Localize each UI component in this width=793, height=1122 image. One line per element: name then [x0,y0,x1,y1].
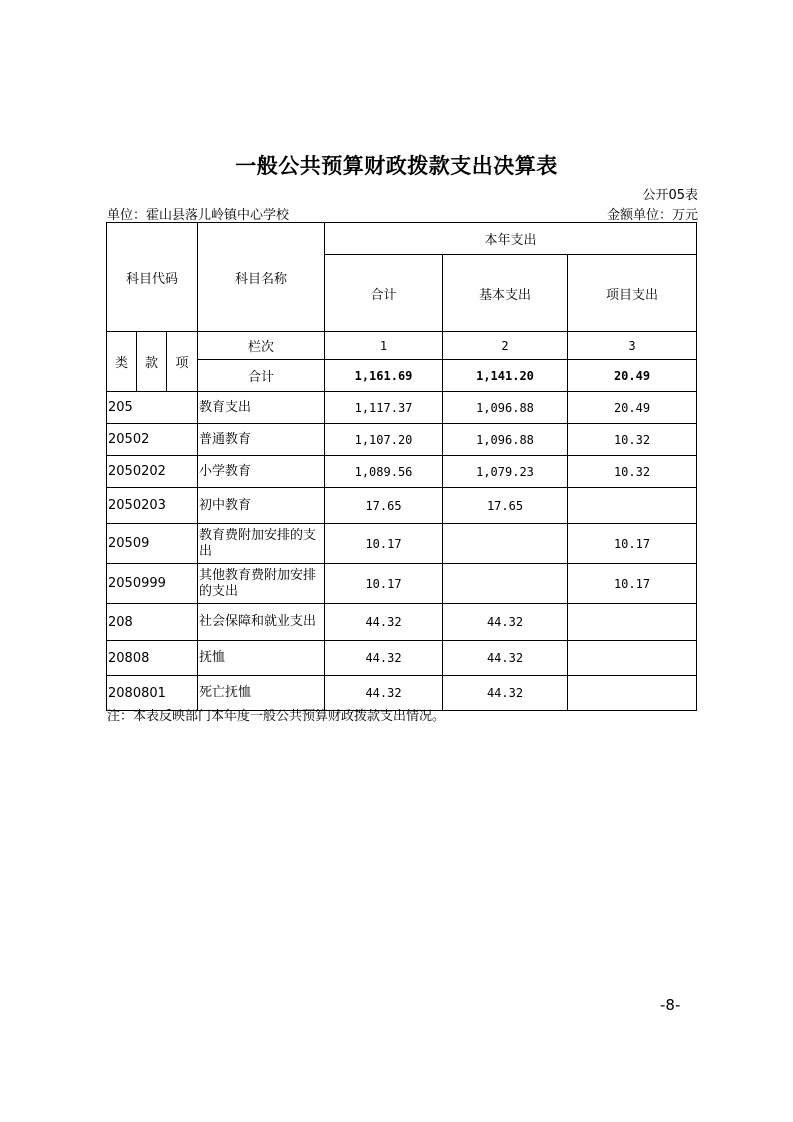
row-basic: 17.65 [443,488,568,524]
row-code: 205 [107,392,198,424]
table-note: 注：本表反映部门本年度一般公共预算财政拨款支出情况。 [107,709,446,724]
sum-label: 合计 [198,360,325,392]
row-basic: 44.32 [443,604,568,641]
header-lanci: 栏次 [198,332,325,360]
header-kuan: 款 [137,332,167,392]
row-code: 2080801 [107,676,198,711]
row-basic [443,564,568,604]
row-name: 小学教育 [198,456,325,488]
table-row [107,392,697,424]
row-name: 社会保障和就业支出 [198,604,325,641]
header-basic: 基本支出 [443,255,568,332]
table-row [107,456,697,488]
form-number: 公开05表 [642,188,698,203]
row-total: 44.32 [325,641,443,676]
row-name: 普通教育 [198,424,325,456]
row-basic: 1,096.88 [443,392,568,424]
table-row [107,424,697,456]
sum-basic: 1,141.20 [443,360,568,392]
row-code: 2050999 [107,564,198,604]
row-name: 初中教育 [198,488,325,524]
row-project: 10.17 [568,564,697,604]
row-basic [443,524,568,564]
row-code: 2050202 [107,456,198,488]
header-name: 科目名称 [198,223,325,332]
page-title: 一般公共预算财政拨款支出决算表 [235,154,558,178]
table-row [107,488,697,524]
row-code: 20502 [107,424,198,456]
header-project: 项目支出 [568,255,697,332]
row-project [568,488,697,524]
row-code: 2050203 [107,488,198,524]
row-name: 死亡抚恤 [198,676,325,711]
expenditure-table [106,222,697,711]
row-basic: 1,079.23 [443,456,568,488]
row-total: 10.17 [325,524,443,564]
sum-total: 1,161.69 [325,360,443,392]
row-name: 抚恤 [198,641,325,676]
row-project: 10.32 [568,456,697,488]
header-current-year: 本年支出 [325,223,697,255]
table-row [107,524,697,564]
row-name: 教育支出 [198,392,325,424]
header-total: 合计 [325,255,443,332]
sum-project: 20.49 [568,360,697,392]
table-row [107,604,697,641]
amount-unit: 金额单位：万元 [606,208,698,223]
header-xiang: 项 [167,332,198,392]
row-total: 17.65 [325,488,443,524]
row-total: 10.17 [325,564,443,604]
row-total: 44.32 [325,676,443,711]
header-lei: 类 [107,332,137,392]
col-index-2: 2 [443,332,568,360]
col-index-1: 1 [325,332,443,360]
row-basic: 1,096.88 [443,424,568,456]
row-basic: 44.32 [443,641,568,676]
row-code: 20509 [107,524,198,564]
row-project: 10.17 [568,524,697,564]
row-code: 208 [107,604,198,641]
table-row [107,564,697,604]
row-code: 20808 [107,641,198,676]
row-total: 44.32 [325,604,443,641]
row-basic: 44.32 [443,676,568,711]
row-total: 1,089.56 [325,456,443,488]
row-project [568,641,697,676]
row-total: 1,117.37 [325,392,443,424]
header-code: 科目代码 [107,223,198,332]
row-project [568,676,697,711]
row-project: 10.32 [568,424,697,456]
col-index-3: 3 [568,332,697,360]
table-row [107,641,697,676]
row-project [568,604,697,641]
row-name: 教育费附加安排的支出 [198,524,325,564]
row-total: 1,107.20 [325,424,443,456]
row-name: 其他教育费附加安排的支出 [198,564,325,604]
page-number: -8- [660,996,681,1014]
row-project: 20.49 [568,392,697,424]
unit-name: 单位：霍山县落儿岭镇中心学校 [107,208,290,223]
